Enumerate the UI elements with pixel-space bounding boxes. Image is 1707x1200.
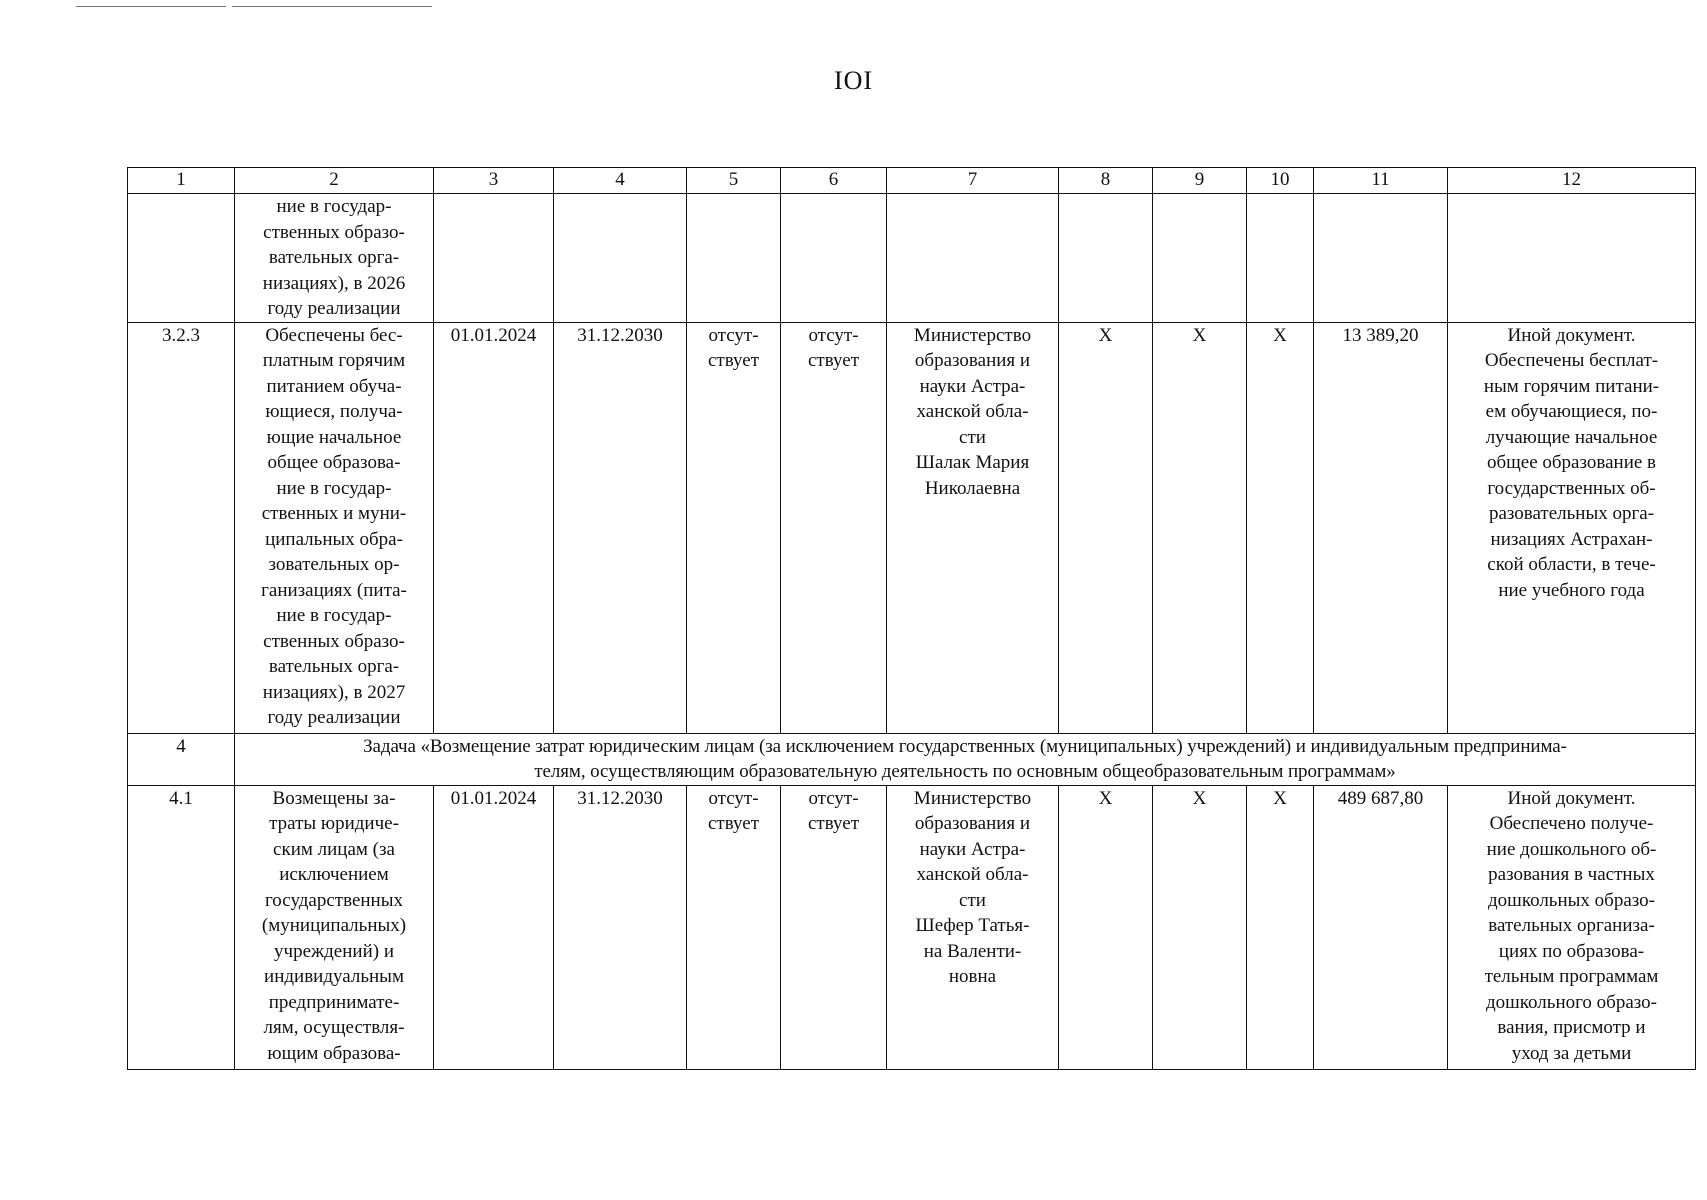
cell-text-line: ние в государ- [276, 196, 392, 217]
empty-cell [1314, 194, 1448, 323]
cell-text-line: ющие начальное [266, 426, 402, 448]
start-date-cell: 01.01.2024 [434, 322, 554, 733]
cell-text-line: циях по образова- [1498, 940, 1645, 962]
cell-text-line: разовательных орга- [1488, 503, 1655, 524]
cell-text-line: вательных организа- [1488, 915, 1655, 936]
cell-text-line: Обеспечены бес- [265, 324, 403, 346]
row-number-cell: 4 [128, 733, 235, 785]
header-cell: 1 [128, 168, 235, 194]
header-cell: 3 [434, 168, 554, 194]
cell-text-line: низациях), в 2027 [262, 681, 406, 703]
empty-cell [1059, 194, 1153, 323]
empty-cell [434, 194, 554, 323]
cell-text-line: ние в государ- [276, 477, 392, 499]
cell-text-line: ствует [707, 813, 760, 834]
result-name-cell [235, 194, 434, 323]
top-scan-line [76, 6, 226, 7]
task-text-line: Задача «Возмещение затрат юридическим лицам (за исключением государственных (муниципальных) учреждений) и индивидуальным предпринима- [363, 735, 1567, 757]
cell-text-line: государственных об- [1487, 477, 1656, 499]
cell-text-line: ным горячим питани- [1483, 375, 1660, 397]
cell-text-line: вания, присмотр и [1497, 1017, 1646, 1038]
cell-text-line: Возмещены за- [272, 787, 396, 809]
amount-cell: 13 389,20 [1314, 322, 1448, 733]
cell-text-line: разования в частных [1488, 864, 1655, 885]
empty-cell [1448, 194, 1696, 323]
cell-text-line: общее образование в [1486, 452, 1657, 473]
col8-cell: X [1059, 322, 1153, 733]
cell-text-line: предпринимате- [268, 991, 400, 1013]
cell-text-line: общее образова- [267, 452, 401, 473]
cell-text-line: отсут- [808, 324, 859, 346]
cell-text-line: сти [959, 889, 986, 911]
page-number: IOI [833, 66, 874, 95]
col9-cell: X [1153, 322, 1247, 733]
cell-text-line: ственных образо- [263, 630, 405, 652]
header-cell: 9 [1153, 168, 1247, 194]
start-date-cell: 01.01.2024 [434, 785, 554, 1069]
col8-cell: X [1059, 785, 1153, 1069]
header-cell: 11 [1314, 168, 1448, 194]
header-cell: 7 [887, 168, 1059, 194]
table-row-4-1 [128, 785, 1696, 1069]
header-cell: 4 [554, 168, 687, 194]
data-table [127, 167, 1696, 1070]
col10-cell: X [1247, 785, 1314, 1069]
cell-text-line: (муниципальных) [261, 915, 407, 936]
cell-text-line: Шалак Мария [915, 452, 1030, 473]
cell-text-line: ханской обла- [916, 864, 1029, 885]
cell-text-line: ственных образо- [263, 221, 405, 243]
cell-text-line: ние учебного года [1498, 579, 1645, 601]
cell-text-line: ние в государ- [276, 605, 392, 626]
row-number-cell [128, 194, 235, 323]
cell-text-line: отсут- [708, 324, 759, 346]
col6-cell [781, 785, 887, 1069]
header-cell: 12 [1448, 168, 1696, 194]
cell-text-line: отсут- [708, 787, 759, 809]
cell-text-line: ющиеся, получа- [265, 401, 403, 422]
cell-text-line: вательных орга- [268, 247, 400, 268]
cell-text-line: году реализации [267, 707, 401, 728]
empty-cell [1153, 194, 1247, 323]
cell-text-line: Министерство [913, 787, 1032, 809]
task-text-line: телям, осуществляющим образовательную деятельность по основным общеобразовательным программам» [534, 761, 1396, 782]
cell-text-line: отсут- [808, 787, 859, 809]
header-cell: 8 [1059, 168, 1153, 194]
cell-text-line: Шефер Татья- [915, 915, 1030, 936]
col5-cell [687, 785, 781, 1069]
table-row-task-4 [128, 733, 1696, 785]
col5-cell [687, 322, 781, 733]
cell-text-line: ской области, в тече- [1487, 554, 1656, 575]
cell-text-line: образования и [914, 813, 1031, 834]
cell-text-line: на Валенти- [923, 940, 1022, 962]
cell-text-line: государственных [264, 889, 403, 911]
empty-cell [887, 194, 1059, 323]
cell-text-line: ганизациях (пита- [261, 579, 407, 601]
cell-text-line: году реализации [267, 298, 401, 319]
empty-cell [781, 194, 887, 323]
cell-text-line: ние дошкольного об- [1486, 838, 1657, 860]
cell-text-line: исключением [279, 864, 389, 885]
cell-text-line: дошкольного образо- [1485, 991, 1658, 1013]
header-cell: 10 [1247, 168, 1314, 194]
document-cell [1448, 322, 1696, 733]
cell-text-line: образования и [914, 350, 1031, 371]
cell-text-line: ципальных обра- [265, 528, 403, 550]
cell-text-line: траты юридиче- [269, 813, 399, 834]
end-date-cell: 31.12.2030 [554, 785, 687, 1069]
cell-text-line: зовательных ор- [268, 554, 400, 575]
cell-text-line: ем обучающиеся, по- [1485, 401, 1658, 422]
cell-text-line: тельным программам [1484, 966, 1659, 987]
responsible-cell [887, 785, 1059, 1069]
result-name-cell [235, 785, 434, 1069]
cell-text-line: уход за детьми [1511, 1042, 1632, 1064]
cell-text-line: вательных орга- [268, 656, 400, 677]
empty-cell [554, 194, 687, 323]
top-scan-line [232, 6, 432, 7]
cell-text-line: питанием обуча- [266, 375, 402, 397]
end-date-cell: 31.12.2030 [554, 322, 687, 733]
table-header-row [128, 168, 1696, 194]
responsible-cell [887, 322, 1059, 733]
table-row-3-2-3 [128, 322, 1696, 733]
cell-text-line: ющим образова- [267, 1042, 401, 1064]
col10-cell: X [1247, 322, 1314, 733]
cell-text-line: сти [959, 426, 986, 448]
cell-text-line: новна [948, 966, 997, 987]
amount-cell: 489 687,80 [1314, 785, 1448, 1069]
row-number-cell: 3.2.3 [128, 322, 235, 733]
header-cell: 6 [781, 168, 887, 194]
cell-text-line: ствует [807, 350, 860, 371]
header-cell: 2 [235, 168, 434, 194]
cell-text-line: науки Астра- [919, 838, 1026, 860]
cell-text-line: Министерство [913, 324, 1032, 346]
cell-text-line: науки Астра- [919, 375, 1026, 397]
cell-text-line: ственных и муни- [261, 503, 407, 524]
cell-text-line: низациях Астрахан- [1490, 528, 1653, 550]
cell-text-line: Николаевна [924, 477, 1021, 499]
cell-text-line: ским лицам (за [273, 838, 395, 860]
empty-cell [687, 194, 781, 323]
document-cell [1448, 785, 1696, 1069]
cell-text-line: платным горячим [262, 350, 406, 371]
cell-text-line: ханской обла- [916, 401, 1029, 422]
task-heading-cell [235, 733, 1696, 785]
cell-text-line: Обеспечены бесплат- [1484, 350, 1659, 371]
empty-cell [1247, 194, 1314, 323]
cell-text-line: ствует [807, 813, 860, 834]
col6-cell [781, 322, 887, 733]
cell-text-line: Иной документ. [1507, 324, 1636, 346]
cell-text-line: учреждений) и [274, 940, 394, 962]
cell-text-line: лям, осуществля- [263, 1017, 405, 1038]
table-row-continuation [128, 194, 1696, 323]
cell-text-line: Иной документ. [1507, 787, 1636, 809]
cell-text-line: дошкольных образо- [1488, 889, 1655, 911]
row-number-cell: 4.1 [128, 785, 235, 1069]
cell-text-line: индивидуальным [264, 966, 404, 987]
col9-cell: X [1153, 785, 1247, 1069]
result-name-cell [235, 322, 434, 733]
cell-text-line: лучающие начальное [1485, 426, 1658, 448]
cell-text-line: Обеспечено получе- [1489, 813, 1654, 834]
header-cell: 5 [687, 168, 781, 194]
cell-text-line: низациях), в 2026 [262, 272, 406, 294]
cell-text-line: ствует [707, 350, 760, 371]
